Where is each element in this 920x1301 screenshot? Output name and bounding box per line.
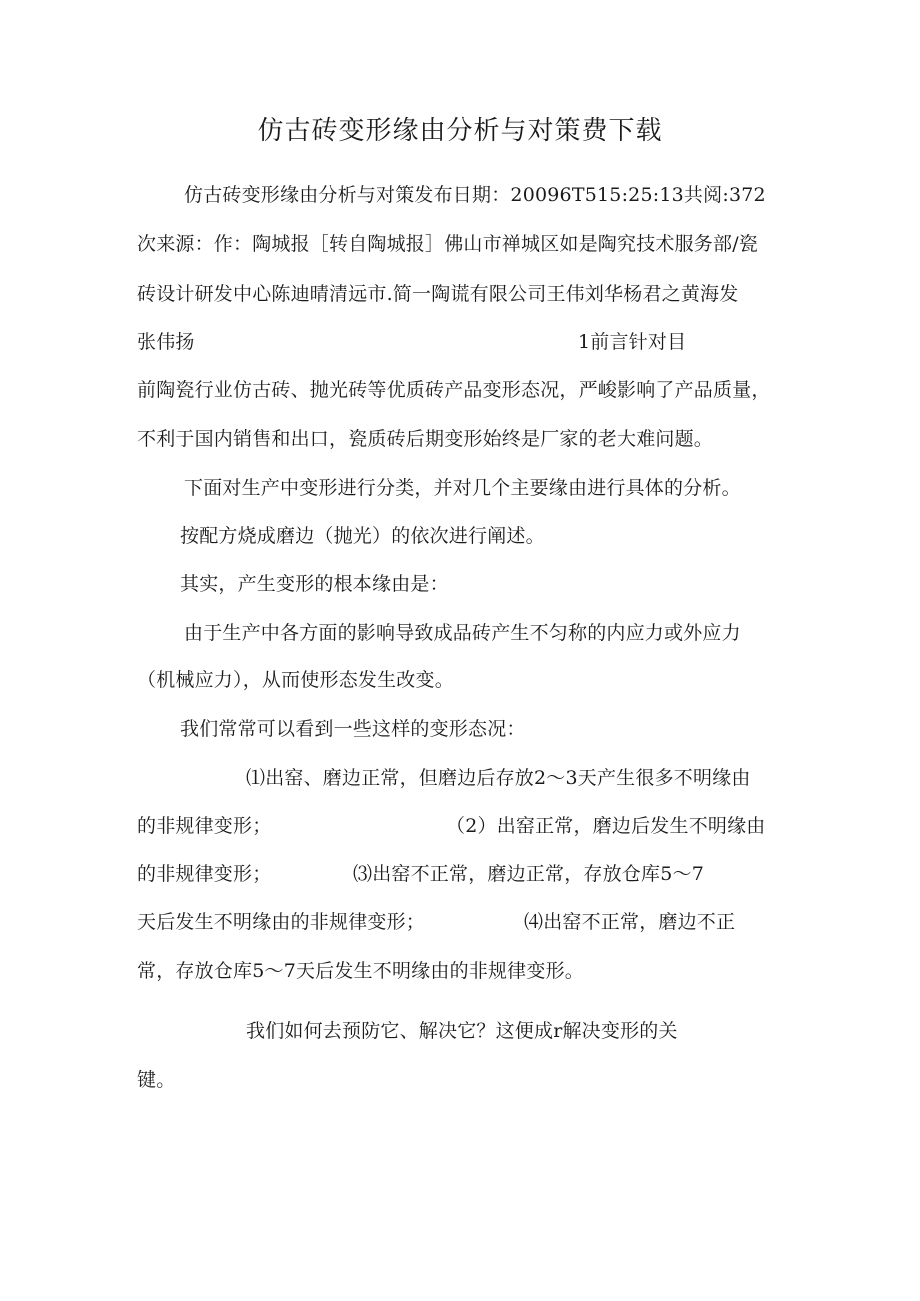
paragraph-line: 我们常常可以看到一些这样的变形态况： [180, 718, 526, 740]
publish-info-line: 仿古砖变形缘由分析与对策发布日期：20096T515:25:13共阅:372 [184, 184, 766, 206]
list-item-2: （2）出窑正常，磨边后发生不明缘由 [446, 815, 766, 837]
paragraph-line: 按配方烧成磨边（抛光）的依次进行阐述。 [180, 525, 545, 547]
list-item-4-end: 常，存放仓库5～7天后发生不明缘由的非规律变形。 [137, 960, 584, 982]
paragraph-line: 下面对生产中变形进行分类，并对几个主要缘由进行具体的分析。 [184, 477, 741, 499]
list-item-2-end: 的非规律变形； [137, 863, 272, 885]
paragraph-line: 由于生产中各方面的影响导致成品砖产生不匀称的内应力或外应力 [184, 622, 741, 644]
paragraph-line: 其实，产生变形的根本缘由是： [180, 573, 449, 595]
list-item-3-end: 天后发生不明缘由的非规律变形； [137, 911, 426, 933]
source-line: 次来源：作：陶城报［转自陶城报］佛山市禅城区如是陶究技术服务部/瓷 [137, 233, 759, 255]
document-title: 仿古砖变形缘由分析与对策费下载 [257, 116, 663, 146]
paragraph-line: 键。 [137, 1069, 176, 1091]
list-item-1-end: 的非规律变形； [137, 815, 272, 837]
list-item-3: ⑶出窑不正常，磨边正常，存放仓库5～7 [353, 863, 704, 885]
authors-line-end: 张伟扬 [137, 331, 195, 353]
paragraph-line: （机械应力），从而使形态发生改变。 [137, 669, 454, 691]
paragraph-line: 前陶瓷行业仿古砖、抛光砖等优质砖产品变形态况，严峻影响了产品质量， [137, 379, 771, 401]
paragraph-line: 我们如何去预防它、解决它？这便成r解决变形的关 [246, 1020, 678, 1042]
list-item-4: ⑷出窑不正常，磨边不正 [524, 911, 736, 933]
paragraph-line: 不利于国内销售和出口，瓷质砖后期变形始终是厂家的老大难问题。 [137, 428, 714, 450]
list-item-1: ⑴出窑、磨边正常，但磨边后存放2～3天产生很多不明缘由 [246, 767, 751, 789]
preface-heading: 1前言针对目 [578, 331, 687, 353]
authors-line: 砖设计研发中心陈迪晴清远市.简一陶谎有限公司王伟刘华杨君之黄海发 [137, 283, 739, 305]
